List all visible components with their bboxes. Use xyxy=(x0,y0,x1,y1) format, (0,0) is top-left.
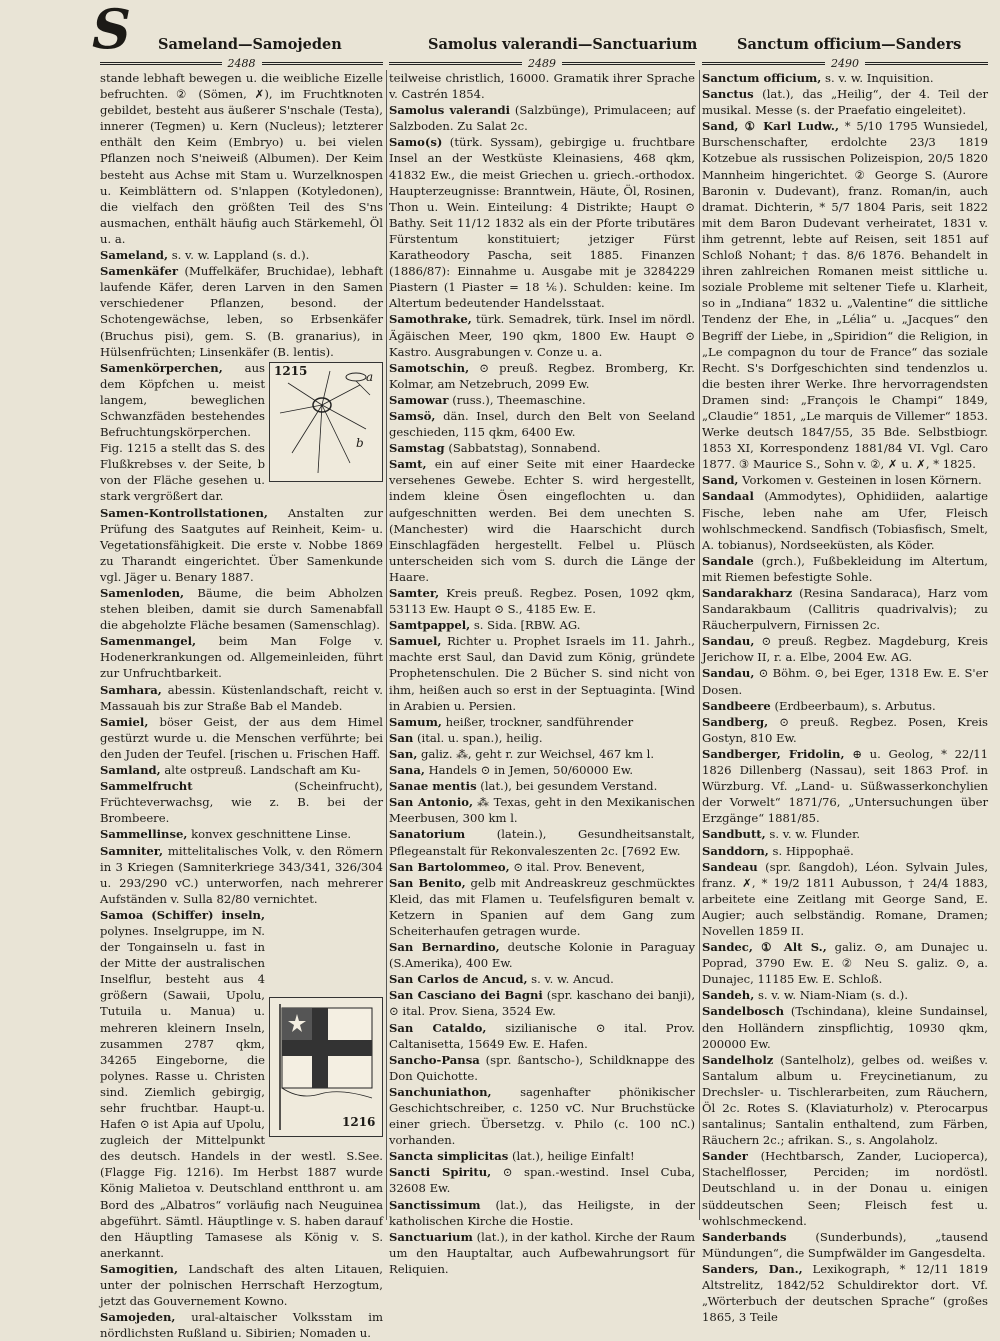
entry xyxy=(702,698,988,714)
entry-headword: San Bartolommeo, xyxy=(389,859,510,874)
page-number-right xyxy=(702,57,988,69)
entry xyxy=(702,488,988,552)
entry-text: s. v. w. Lappland (s. d.). xyxy=(171,248,310,263)
section-letter: S xyxy=(92,0,131,61)
entry-text: (lat.), in der kathol. Kirche der Raum um den Hauptaltar, auch Aufbewahrungsort für Reliquien. xyxy=(389,1229,696,1276)
entry-text: (lat.), bei gesundem Verstand. xyxy=(480,779,658,794)
entry-text: galiz. ⁂, geht r. zur Weichsel, 467 km l. xyxy=(421,746,655,761)
entry-headword: Samland, xyxy=(100,763,161,778)
entry-headword: Sanctuarium xyxy=(389,1229,473,1244)
entry xyxy=(100,907,383,1261)
entry-text: abessin. Küstenlandschaft, reicht v. Massauah bis zur Straße Bab el Mandeb. xyxy=(100,682,383,713)
entry-text: deutsche Kolonie in Paraguay (S.Amerika), 400 Ew. xyxy=(389,940,695,971)
entry xyxy=(702,585,988,633)
entry xyxy=(100,714,383,762)
entry-headword: Sandeh, xyxy=(702,988,755,1003)
entry-text: * 5/10 1795 Wunsiedel, Burschenschafter, erdolchte 23/3 1819 Kotzebue als russischen Polizeispion, 20/5 1820 Mannheim hingerichtet. ② George S. (Aurore Baronin v. Dudevant), franz. Roman/in, auch dramat. Dichterin, * 5/7 1804 Paris, seit 1822 mit dem Baron Dudevant verheiratet, 1831 v. ihm getrennt, lebte auf Reisen, seit 1851 auf Schloß Nohant; † das. 8/6 1876. Behandelt in ihren zahlreichen Romanen meist sittliche u. soziale Probleme mit seltener Tiefe u. Klarheit, so in „Indiana“ 1832 u. „Valentine“ die sittliche Tendenz der Ehe, in „Lélia“ u. „Jacques“ den Begriff der Liebe, in „Spiridion“ die Religion, in „Le compagnon du tour de France“ das soziale Recht. S's Dorfgeschichten sind tendenzlos u. die besten ihrer Werke. Ihre hervorragendsten Dramen sind: „François le Champi“ 1849, „Claudie“ 1851, „Le marquis de Villemer“ 1853. Werke deutsch 1847/55, 35 Bde. Selbstbiogr. 1853 XI, Korrespondenz 1881/84 VI. Vgl. Caro 1877. ③ Maurice S., Sohn v. ②, ✗ u. ✗, * 1825. xyxy=(702,119,989,472)
entry xyxy=(389,456,695,585)
entry xyxy=(389,1020,695,1052)
entry-text: Handels ⊙ in Jemen, 50/60000 Ew. xyxy=(428,763,634,778)
entry-headword: Samhara, xyxy=(100,682,162,697)
entry-text: (Tschindana), kleine Sundainsel, den Holländern zinspflichtig, 10930 qkm, 200000 Ew. xyxy=(702,1004,988,1051)
entry xyxy=(389,311,695,359)
entry-headword: San Antonio, xyxy=(389,795,474,810)
entry xyxy=(389,971,695,987)
entry-headword: Sancta simplicitas xyxy=(389,1149,509,1164)
entry xyxy=(702,1229,988,1261)
entry-headword: Samenkäfer xyxy=(100,264,178,279)
entry-text: (Resina Sandaraca), Harz vom Sandarakbaum (Callitris quadrivalvis); zu Räucherpulvern, Firnissen 2c. xyxy=(702,586,988,633)
column-right xyxy=(702,70,989,1325)
entry xyxy=(389,730,695,746)
entry-text: (Hechtbarsch, Zander, Lucioperca), Stachelflosser, Perciden; im nordöstl. Deutschland u. in der Donau u. einigen süddeutschen Seen; Fleisch fest u. wohlschmeckend. xyxy=(702,1149,988,1228)
entry xyxy=(702,118,988,472)
entry-headword: Sameland, xyxy=(100,248,169,263)
entry xyxy=(389,875,695,939)
figure-label-b: b xyxy=(356,435,364,450)
entry xyxy=(702,843,988,859)
entry xyxy=(389,102,695,134)
entry xyxy=(389,440,695,456)
header-middle: Samolus valerandi—Sanctuarium xyxy=(428,36,698,53)
column-divider-1 xyxy=(386,70,387,1220)
entry-headword: Samsö, xyxy=(389,408,436,423)
entry-text: ⁂ Texas, geht in den Mexikanischen Meerbusen, 300 km l. xyxy=(389,795,695,826)
page-number-middle xyxy=(389,57,695,69)
entry-headword: Sandau, xyxy=(702,634,755,649)
entry-text: heißer, trockner, sandführender xyxy=(445,714,634,729)
entry xyxy=(389,794,695,826)
entry-headword: Samter, xyxy=(389,586,440,600)
entry-headword: Sanchuniathon, xyxy=(389,1084,492,1099)
entry xyxy=(100,1261,383,1309)
entry-headword: Sanatorium xyxy=(389,827,466,842)
entry xyxy=(389,408,695,440)
entry-headword: Samenloden, xyxy=(100,586,185,600)
entry-text: (Scheinfrucht), Früchteverwachsg, wie z. B. bei der Brombeere. xyxy=(100,779,383,826)
entry xyxy=(100,843,383,907)
entry-headword: Sandelbosch xyxy=(702,1004,785,1019)
entry-text: Landschaft des alten Litauen, unter der polnischen Herrschaft Herzogtum, jetzt das Gouvernement Kowno. xyxy=(100,1261,383,1309)
entry-headword: Sandarakharz xyxy=(702,586,793,600)
entry-text: galiz. ⊙, am Dunajec u. Poprad, 3790 Ew. E. ② Neu S. galiz. ⊙, a. Dunajec, 11185 Ew. E. Schloß. xyxy=(702,940,988,987)
entry-headword: Samenmangel, xyxy=(100,634,197,649)
entry-headword: Samotschin, xyxy=(389,360,470,375)
page-number-left xyxy=(100,57,383,69)
entry-text: ein auf einer Seite mit einer Haardecke versehenes Gewebe. Echter S. wird hergestellt, indem kleine Ösen eingeflochten u. dan aufgeschnitten werden. Bei dem unechten S. (Manchester) wird die Haarschicht durch Einschlagfäden hergestellt. Felbel u. Plüsch unterscheiden sich vom S. durch die Länge der Haare. xyxy=(389,457,696,584)
entry xyxy=(389,360,695,392)
entry-headword: Samolus valerandi xyxy=(389,103,511,118)
entry-text: stande lebhaft bewegen u. die weibliche Eizelle befruchten. ② (Sömen, ✗), im Fruchtknoten gebildet, besteht aus äußerer S'nschale (Testa), innerer (Tegmen) u. Kern (Nucleus); letzterer enthält den Keim (Embryo) u. bei vielen Pflanzen noch S'neiweiß (Albumen). Der Keim besteht aus Achse mit Stam u. Wurzelknospen u. Keimblättern od. S'nlappen (Kotyledonen), die vielfach den größten Teil des S'ns ausmachen, enthält häufig auch Stärkemehl, Öl u. a. xyxy=(100,71,383,246)
entry-text: s. v. w. Inquisition. xyxy=(825,71,934,85)
figure-1215 xyxy=(269,362,383,482)
column-middle xyxy=(389,70,696,1276)
entry-headword: San Cataldo, xyxy=(389,1020,487,1035)
entry xyxy=(100,762,383,778)
entry-text: (Sabbatstag), Sonnabend. xyxy=(448,441,601,456)
entry-text: ⊙ preuß. Regbez. Posen, Kreis Gostyn, 810 Ew. xyxy=(702,714,989,745)
entry-headword: Samenkörperchen, xyxy=(100,360,223,375)
entry-text: (Sunderbunds), „tausend Mündungen“, die Sumpfwälder im Gangesdelta. xyxy=(702,1229,988,1260)
entry xyxy=(389,1148,695,1164)
entry xyxy=(702,746,988,826)
entry xyxy=(389,1164,695,1196)
entry-headword: Sand, ① Karl Ludw., xyxy=(702,119,839,134)
entry-text: Vorkomen v. Gesteinen in losen Körnern. xyxy=(742,473,982,488)
entry xyxy=(702,714,988,746)
column-left xyxy=(100,70,384,1341)
entry-text: ⊙ span.-westind. Insel Cuba, 32608 Ew. xyxy=(389,1165,695,1196)
entry xyxy=(389,987,695,1019)
entry xyxy=(100,682,383,714)
entry xyxy=(702,553,988,585)
entry-headword: Sander xyxy=(702,1149,748,1164)
entry xyxy=(389,617,695,633)
entry-text: (latein.), Gesundheitsanstalt, Pflegeanstalt für Rekonvaleszenten 2c. [7692 Ew. xyxy=(389,827,695,858)
entry xyxy=(100,360,383,505)
entry-text: beim Man Folge v. Hodenerkrankungen od. Allgemeinleiden, führt zur Unfruchtbarkeit. xyxy=(100,634,383,681)
entry-text: böser Geist, der aus dem Himel gestürzt wurde u. die Menschen verführte; bei den Juden der Teufel. [rischen u. Frischen Haff. xyxy=(100,714,383,761)
entry-text: s. v. w. Ancud. xyxy=(531,972,614,987)
entry-text: ⊕ u. Geolog, * 22/11 1826 Dillenberg (Nassau), seit 1863 Prof. in Würzburg. Vf. „Land- u. Süßwasserkonchylien der Vorwelt“ 1871/76, „Untersuchungen über Erzgänge“ 1881/85. xyxy=(702,746,988,826)
entry-headword: Sandbutt, xyxy=(702,827,766,842)
entry-text: (türk. Syssam), gebirgige u. fruchtbare Insel an der Westküste Kleinasiens, 468 qkm, 41832 Ew., die meist Griechen u. griech.-orthodox. Haupterzeugnisse: Branntwein, Häute, Öl, Rosinen, Thon u. Wein. Einteilung: 4 Distrikte; Haupt ⊙ Bathy. Seit 11/12 1832 als ein der Pforte tributäres Fürstentum konstituiert; jetziger Fürst Karatheodory Pascha, seit 1885. Finanzen (1886/87): Einnahme u. Ausgabe mit je 3284229 Piastern (1 Piaster = 18 ⅙). Schulden: keine. Im Altertum bedeutender Handelsstaat. xyxy=(389,135,695,311)
entry xyxy=(702,472,988,488)
entry xyxy=(100,505,383,585)
entry-text: (Muffelkäfer, Bruchidae), lebhaft laufende Käfer, deren Larven in den Samen verschiedener Pflanzen, besond. der Schotengewächse, leben, so Erbsenkäfer (Bruchus pisi), gem. S. (B. granarius), in Hülsenfrüchten; Linsenkäfer (B. lentis). xyxy=(100,264,383,359)
entry xyxy=(100,1309,383,1341)
entry-text: teilweise christlich, 16000. Gramatik ihrer Sprache v. Castrén 1854. xyxy=(389,71,695,102)
column-divider-2 xyxy=(699,70,700,1220)
entry xyxy=(702,826,988,842)
entry xyxy=(389,746,695,762)
figure-1216 xyxy=(269,997,383,1137)
entry-text: Richter u. Prophet Israels im 11. Jahrh., machte erst Saul, dan David zum König, gründete Prophetenschulen. Die 2 Bücher S. sind nicht von ihm, heißen auch so erst in der Septuaginta. [Wind in Arabien u. Persien. xyxy=(389,634,695,713)
figure-number: 1216 xyxy=(342,1114,376,1129)
entry xyxy=(100,778,383,826)
entry-text: gelb mit Andreaskreuz geschmücktes Kleid, das mit Flamen u. Teufelsfiguren bemalt v. Ketzern in Spanien auf dem Gang zum Scheiterhaufen getragen wurde. xyxy=(389,875,696,938)
entry-headword: San Casciano dei Bagni xyxy=(389,988,543,1003)
entry xyxy=(100,826,383,842)
entry-headword: Samothrake, xyxy=(389,312,472,327)
entry-text: (Ammodytes), Ophidiiden, aalartige Fische, leben nahe am Ufer, Fleisch wohlschmeckend. Sandfisch (Tobiasfisch, Smelt, A. tobianus), Nordseeküsten, als Köder. xyxy=(702,489,988,552)
entry-headword: Sandbeere xyxy=(702,698,771,713)
entry xyxy=(702,633,988,665)
entry-text: sagenhafter phönikischer Geschichtschreiber, c. 1250 vC. Nur Bruchstücke einer griech. Übersetzg. v. Philo (c. 100 nC.) vorhanden. xyxy=(389,1084,695,1148)
entry xyxy=(389,1084,695,1148)
entry-headword: Sandec, ① Alt S., xyxy=(702,940,827,955)
entry-text: s. v. w. Niam-Niam (s. d.). xyxy=(757,988,909,1003)
entry xyxy=(389,1052,695,1084)
entry-text: (lat.), das „Heilig“, der 4. Teil der musikal. Messe (s. der Praefatio eingeleitet). xyxy=(702,87,988,118)
entry xyxy=(702,1003,988,1051)
entry-text: s. Hippophaë. xyxy=(772,843,854,858)
page-number-right-text: 2490 xyxy=(831,56,859,70)
entry xyxy=(389,939,695,971)
entry xyxy=(100,633,383,681)
entry-headword: Sanctissimum xyxy=(389,1197,481,1212)
entry-headword: Samojeden, xyxy=(100,1310,176,1325)
entry-headword: Sandale xyxy=(702,553,754,568)
entry-text: (spr. ßantscho-), Schildknappe des Don Quichotte. xyxy=(389,1052,695,1083)
entry xyxy=(702,665,988,697)
entry xyxy=(389,826,695,858)
entry-text: alte ostpreuß. Landschaft am Ku- xyxy=(164,763,361,778)
entry-headword: Samo(s) xyxy=(389,135,443,150)
entry-text: (spr. ßangdoh), Léon. Sylvain Jules, franz. ✗, * 19/2 1811 Aubusson, † 24/4 1883, arbeitete eine Zeitlang mit George Sand, E. Augier; auch selbständig. Romane, Dramen; Novellen 1859 II. xyxy=(702,859,988,938)
entry-text: türk. Semadrek, türk. Insel im nördl. Ägäischen Meer, 190 qkm, 1800 Ew. Haupt ⊙ Kastro. Ausgrabungen v. Conze u. a. xyxy=(389,312,696,359)
entry-text: s. Sida. [RBW. AG. xyxy=(473,618,581,633)
entry-headword: Sanderbands xyxy=(702,1229,787,1244)
entry-text: (Erdbeerbaum), s. Arbutus. xyxy=(774,698,936,713)
entry-text: sizilianische ⊙ ital. Prov. Caltanisetta, 15649 Ew. E. Hafen. xyxy=(389,1020,695,1051)
entry xyxy=(100,263,383,360)
entry-text: polynes. Inselgruppe, im N. der Tongainseln u. fast in der Mitte der australischen Inselflur, besteht aus 4 größern (Sawaii, Upolu, Tutuila u. Manua) u. mehreren kleinern Inseln, zusammen 2787 qkm, 34265 Eingeborne, die polynes. Rasse u. Christen sind. Ziemlich gebirgig, sehr fruchtbar. Haupt-u. Hafen ⊙ ist Apia auf Upolu, zugleich der Mittelpunkt des deutsch. Handels in der westl. S.See. (Flagge Fig. 1216). Im Herbst 1887 wurde König Malietoa v. Deutschland entthront u. am Bord des „Albatros“ vorläufig nach Neuguinea abgeführt. Sämtl. Häuptlinge v. S. haben darauf den Häuptling Tamasese als König v. S. anerkannt. xyxy=(100,923,383,1260)
entry-text: Lexikograph, * 12/11 1819 Altstrelitz, 1842/52 Schuldirektor dort. Vf. „Wörterbuch der deutschen Sprache“ (großes 1865, 3 Teile xyxy=(702,1261,988,1325)
entry-text: (Salzbünge), Primulaceen; auf Salzboden. Zu Salat 2c. xyxy=(389,103,695,134)
entry-headword: Samtpappel, xyxy=(389,618,471,633)
entry-text: konvex geschnittene Linse. xyxy=(191,827,352,842)
entry-headword: Sanctus xyxy=(702,87,754,102)
entry-text: ⊙ preuß. Regbez. Bromberg, Kr. Kolmar, am Netzebruch, 2099 Ew. xyxy=(389,360,695,391)
entry-headword: San xyxy=(389,730,414,745)
entry xyxy=(389,859,695,875)
entry-headword: Sancti Spiritu, xyxy=(389,1165,492,1180)
entry-text: (russ.), Theemaschine. xyxy=(452,392,586,407)
entry-text: dän. Insel, durch den Belt von Seeland geschieden, 115 qkm, 6400 Ew. xyxy=(389,408,695,440)
entry-headword: San Bernardino, xyxy=(389,940,500,955)
entry-text: Bäume, die beim Abholzen stehen bleiben, damit sie durch Samenabfall die abgeholzte Fläche besamen (Samenschlag). xyxy=(100,586,384,633)
entry-text: mittelitalisches Volk, v. den Römern in 3 Kriegen (Samniterkriege 343/341, 326/304 u. 293/290 vC.) unterworfen, nach mehrerer Aufständen v. Sulla 82/80 vernichtet. xyxy=(100,843,384,906)
entry-text: (lat.), heilige Einfalt! xyxy=(511,1149,635,1164)
figure-label-a: a xyxy=(366,369,374,384)
entry xyxy=(702,859,988,939)
entry-text: Anstalten zur Prüfung des Saatgutes auf Reinheit, Keim- u. Vegetationsfähigkeit. Die erste v. Nobbe 1869 zu Tharandt eingerichtet. Über Samenkunde vgl. Jäger u. Benary 1887. xyxy=(100,505,383,584)
entry xyxy=(702,1148,988,1228)
entry-headword: Samt, xyxy=(389,457,427,472)
entry-headword: Sanders, Dan., xyxy=(702,1261,803,1276)
entry-text: aus dem Köpfchen u. meist langem, beweglichen Schwanzfäden bestehendes Befruchtungskörperchen. Fig. 1215 a stellt das S. des Flußkrebses v. der Seite, b von der Fläche gesehen u. stark vergrößert dar. xyxy=(100,360,265,504)
entry-headword: Samogitien, xyxy=(100,1261,178,1276)
entry-text: (Santelholz), gelbes od. weißes v. Santalum album u. Freycinetianum, zu Drechsler- u. Tischlerarbeiten, zum Räuchern, Öl 2c. Rotes S. (Klaviaturholz) v. Pterocarpus santalinus; Santalin enthaltend, zum Färben, Räuchern 2c.; afrikan. S., s. Angolaholz. xyxy=(702,1052,988,1148)
entry-headword: Samowar xyxy=(389,392,449,407)
entry-headword: Sand, xyxy=(702,473,739,488)
entry-headword: San Benito, xyxy=(389,875,466,890)
entry-headword: Samum, xyxy=(389,714,442,729)
entry xyxy=(702,70,988,86)
header-left: Sameland—Samojeden xyxy=(158,36,342,53)
entry-headword: Sandelholz xyxy=(702,1052,774,1067)
entry-text: ural-altaischer Volksstam im nördlichsten Rußland u. Sibirien; Nomaden u. xyxy=(100,1310,383,1341)
header-right: Sanctum officium—Sanders xyxy=(737,36,962,53)
entry xyxy=(702,987,988,1003)
entry xyxy=(389,762,695,778)
entry xyxy=(389,134,695,311)
entry xyxy=(702,86,988,118)
entry-text: Kreis preuß. Regbez. Posen, 1092 qkm, 53113 Ew. Haupt ⊙ S., 4185 Ew. E. xyxy=(389,586,695,617)
entry-headword: Sandberg, xyxy=(702,714,769,729)
entry-text: ⊙ Böhm. ⊙, bei Eger, 1318 Ew. E. S'er Dosen. xyxy=(702,666,988,697)
entry-text: (ital. u. span.), heilig. xyxy=(417,730,543,745)
entry-text: ⊙ preuß. Regbez. Magdeburg, Kreis Jerichow II, r. a. Elbe, 2004 Ew. AG. xyxy=(702,634,989,665)
entry-headword: Samniter, xyxy=(100,843,164,858)
page-number-left-text: 2488 xyxy=(227,56,256,70)
page-number-middle-text: 2489 xyxy=(528,56,556,70)
entry xyxy=(100,585,383,633)
entry-text: ⊙ ital. Prov. Benevent, xyxy=(513,859,645,874)
entry-headword: Sandau, xyxy=(702,666,755,681)
entry-headword: Sandeau xyxy=(702,859,758,874)
entry-headword: Sanddorn, xyxy=(702,843,769,858)
entry xyxy=(702,1261,988,1325)
entry xyxy=(389,633,695,713)
entry xyxy=(389,392,695,408)
entry-headword: Samoa (Schiffer) inseln, xyxy=(100,907,265,922)
entry xyxy=(702,1052,988,1149)
entry-headword: San, xyxy=(389,746,418,761)
entry-text: s. v. w. Flunder. xyxy=(769,827,861,842)
entry-headword: Sammelfrucht xyxy=(100,779,193,794)
entry-headword: San Carlos de Ancud, xyxy=(389,972,528,987)
entry-headword: Sammellinse, xyxy=(100,827,188,842)
entry xyxy=(389,714,695,730)
entry xyxy=(100,247,383,263)
entry-headword: Sana, xyxy=(389,763,425,778)
entry-headword: Sanctum officium, xyxy=(702,71,822,85)
figure-number: 1215 xyxy=(274,363,308,378)
entry-headword: Samstag xyxy=(389,441,445,456)
entry-text: (lat.), das Heiligste, in der katholischen Kirche die Hostie. xyxy=(389,1197,695,1228)
entry-headword: Sancho-Pansa xyxy=(389,1052,480,1067)
entry xyxy=(389,778,695,794)
entry-headword: Sandaal xyxy=(702,489,754,504)
entry-text: (spr. kaschano dei banji), ⊙ ital. Prov. Siena, 3524 Ew. xyxy=(389,988,696,1019)
entry-text: (grch.), Fußbekleidung im Altertum, mit Riemen befestigte Sohle. xyxy=(702,553,988,584)
entry-headword: Sanae mentis xyxy=(389,779,477,794)
entry xyxy=(702,939,988,987)
entry xyxy=(389,1229,695,1277)
entry-headword: Samuel, xyxy=(389,634,442,649)
entry xyxy=(389,585,695,617)
entry-headword: Samen-Kontrollstationen, xyxy=(100,505,268,520)
entry-headword: Sandberger, Fridolin, xyxy=(702,746,845,761)
entry xyxy=(389,1197,695,1229)
entry-headword: Samiel, xyxy=(100,714,149,729)
